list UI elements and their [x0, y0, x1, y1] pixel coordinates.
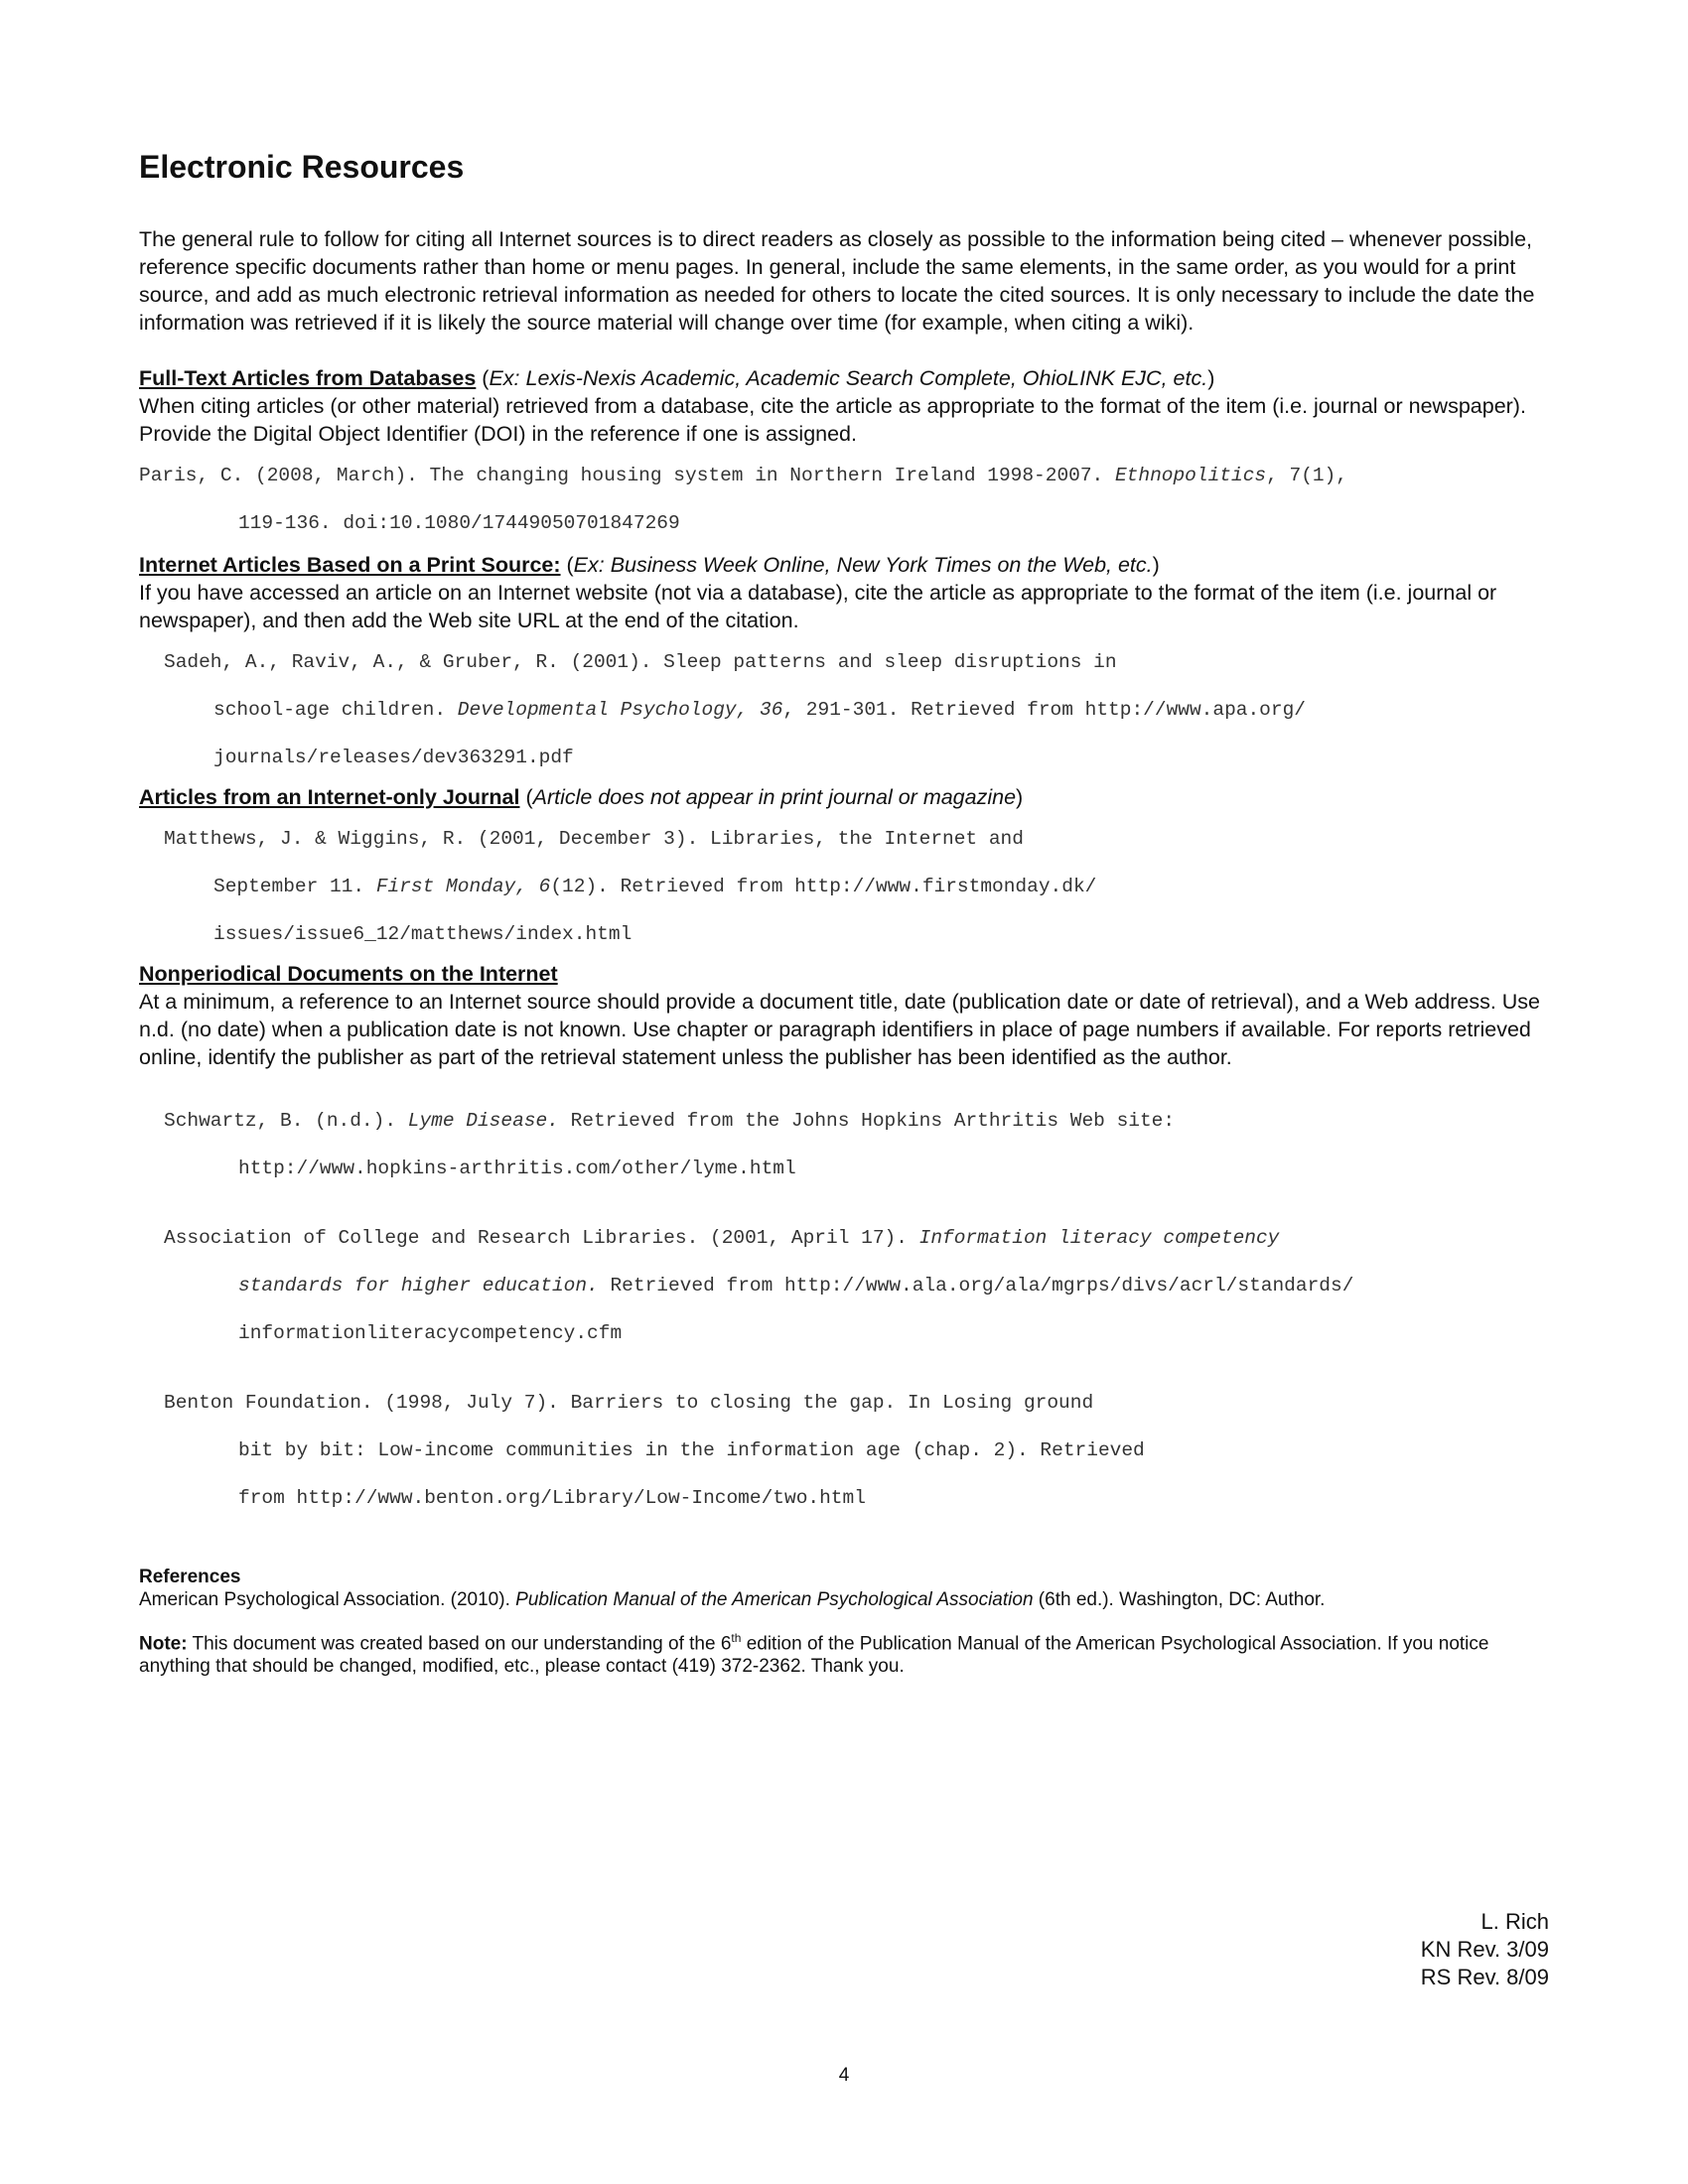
section-nonperiodical-desc: At a minimum, a reference to an Internet source should provide a document title, date (publication date or date of retrieval), and a Web address. Use n.d. (no date) when a publication date is not known. Use chapter or paragraph identifiers in place of page numbers if available. For reports retrieved online, identify the publisher as part of the retrieval statement unless the publisher has been identified as the author. [139, 990, 1541, 1069]
citation-schwartz: Schwartz, B. (n.d.). Lyme Disease. Retrieved from the Johns Hopkins Arthritis Web site: http://www.hopkins-arthritis.com/other/lyme.html [164, 1110, 1176, 1179]
citation-matthews: Matthews, J. & Wiggins, R. (2001, December 3). Libraries, the Internet and September 11. First Monday, 6(12). Retrieved from http://www.firstmonday.dk/ issues/issue6_12/matthews/index.html [164, 828, 1097, 945]
references-block [139, 1566, 1549, 1611]
citation-paris: Paris, C. (2008, March). The changing housing system in Northern Ireland 1998-2007. Ethnopolitics, 7(1), 119-136. doi:10.1080/17449050701847269 [139, 465, 1348, 534]
intro-paragraph: The general rule to follow for citing all Internet sources is to direct readers as closely as possible to the information being cited – whenever possible, reference specific documents rather than home or menu pages. In general, include the same elements, in the same order, as you would for a print source, and add as much electronic retrieval information as needed for others to locate the cited sources. It is only necessary to include the date the information was retrieved if it is likely the source material will change over time (for example, when citing a wiki). [139, 227, 1535, 335]
page-number: 4 [838, 2065, 850, 2086]
references-heading: References [139, 1567, 241, 1587]
section-print-source-heading: Internet Articles Based on a Print Source: (Ex: Business Week Online, New York Times on the Web, etc.) [139, 553, 1160, 577]
section-databases-desc: When citing articles (or other material) retrieved from a database, cite the article as appropriate to the format of the item (i.e. journal or newspaper). Provide the Digital Object Identifier (DOI) in the reference if one is assigned. [139, 394, 1526, 446]
section-internet-only-heading: Articles from an Internet-only Journal (Article does not appear in print journal or magazine) [139, 785, 1024, 809]
note-block: Note: This document was created based on our understanding of the 6th edition of the Publication Manual of the American Psychological Association. If you notice anything that should be changed, modified, etc., please contact (419) 372-2362. Thank you. [139, 1631, 1489, 1678]
section-print-source-desc: If you have accessed an article on an Internet website (not via a database), cite the article as appropriate to the format of the item (i.e. journal or newspaper), and then add the Web site URL at the end of the citation. [139, 581, 1497, 632]
document-page [139, 149, 1549, 1678]
section-nonperiodical-heading: Nonperiodical Documents on the Internet [139, 962, 558, 986]
citation-acrl: Association of College and Research Libraries. (2001, April 17). Information literacy competency standards for higher education. Retrieved from http://www.ala.org/ala/mgrps/divs/acrl/standards/ informationliteracycompetency.cfm [164, 1227, 1354, 1344]
reference-apa: American Psychological Association. (2010). Publication Manual of the American Psychological Association (6th ed.). Washington, DC: Author. [139, 1589, 1326, 1610]
signature-block: L. Rich KN Rev. 3/09 RS Rev. 8/09 [1420, 1909, 1549, 1989]
page-title: Electronic Resources [139, 149, 465, 185]
citation-benton: Benton Foundation. (1998, July 7). Barriers to closing the gap. In Losing ground bit by bit: Low-income communities in the information age (chap. 2). Retrieved from http://www.benton.org/Library/Low-Income/two.html [164, 1392, 1145, 1509]
citation-sadeh: Sadeh, A., Raviv, A., & Gruber, R. (2001). Sleep patterns and sleep disruptions in school-age children. Developmental Psychology, 36, 291-301. Retrieved from http://www.apa.org/ journals/releases/dev363291.pdf [164, 651, 1306, 768]
section-databases-heading: Full-Text Articles from Databases (Ex: Lexis-Nexis Academic, Academic Search Complete, OhioLINK EJC, etc.) [139, 366, 1215, 390]
